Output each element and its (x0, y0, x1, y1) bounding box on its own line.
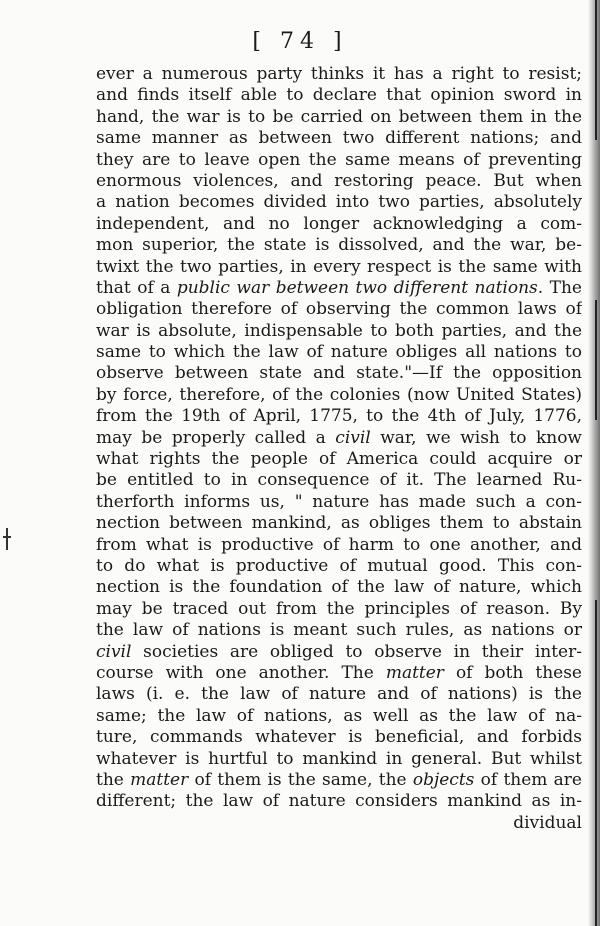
text-line: by force, therefore, of the colonies (now United States) (96, 384, 582, 405)
text-line: laws (i. e. the law of nature and of nations) is the (96, 684, 582, 705)
text-line: same manner as between two different nations; and (96, 128, 582, 149)
text-line: same; the law of nations, as well as the law of na- (96, 705, 582, 726)
text-line: whatever is hurtful to mankind in general. But whilst (96, 748, 582, 769)
text-line: obligation therefore of observing the common laws of (96, 299, 582, 320)
scan-streak (595, 600, 597, 926)
text-line: course with one another. The matter of both these (96, 662, 582, 683)
text-line: observe between state and state."—If the opposition (96, 363, 582, 384)
text-line: the law of nations is meant such rules, as nations or (96, 620, 582, 641)
text-line: to do what is productive of mutual good. This con- (96, 555, 582, 576)
text-line: enormous violences, and restoring peace. But when (96, 170, 582, 191)
text-line: may be traced out from the principles of reason. By (96, 598, 582, 619)
text-line: the matter of them is the same, the objects of them are (96, 769, 582, 790)
text-line: they are to leave open the same means of preventing (96, 149, 582, 170)
text-line: what rights the people of America could acquire or (96, 449, 582, 470)
text-line: civil societies are obliged to observe in their inter- (96, 641, 582, 662)
text-line: war is absolute, indispensable to both parties, and the (96, 320, 582, 341)
text-line: hand, the war is to be carried on between them in the (96, 106, 582, 127)
text-line: mon superior, the state is dissolved, and the war, be- (96, 235, 582, 256)
text-line: ever a numerous party thinks it has a right to resist; (96, 64, 582, 84)
scan-streak (595, 0, 597, 140)
text-line: that of a public war between two different nations. The (96, 277, 582, 298)
text-line: a nation becomes divided into two parties, absolutely (96, 192, 582, 213)
scan-streak (595, 300, 597, 420)
text-line: different; the law of nature considers mankind as in- (96, 791, 582, 812)
text-line: dividual (513, 812, 582, 833)
text-line: nection is the foundation of the law of nature, which (96, 577, 582, 598)
page-number: [ 74 ] (252, 29, 348, 54)
scan-edge-shadow (588, 0, 600, 926)
text-line: nection between mankind, as obliges them to abstain (96, 513, 582, 534)
text-line: therforth informs us, " nature has made such a con- (96, 491, 582, 512)
margin-mark (6, 528, 8, 550)
text-line: twixt the two parties, in every respect is the same with (96, 256, 582, 277)
text-line: from the 19th of April, 1775, to the 4th of July, 1776, (96, 406, 582, 427)
body-text (96, 64, 582, 834)
text-line: from what is productive of harm to one another, and (96, 534, 582, 555)
text-line: ture, commands whatever is beneficial, and forbids (96, 727, 582, 748)
text-line: same to which the law of nature obliges all nations to (96, 342, 582, 363)
text-line: may be properly called a civil war, we wish to know (96, 427, 582, 448)
text-line: independent, and no longer acknowledging a com- (96, 213, 582, 234)
text-line: be entitled to in consequence of it. The learned Ru- (96, 470, 582, 491)
text-line: and finds itself able to declare that opinion sword in (96, 85, 582, 106)
